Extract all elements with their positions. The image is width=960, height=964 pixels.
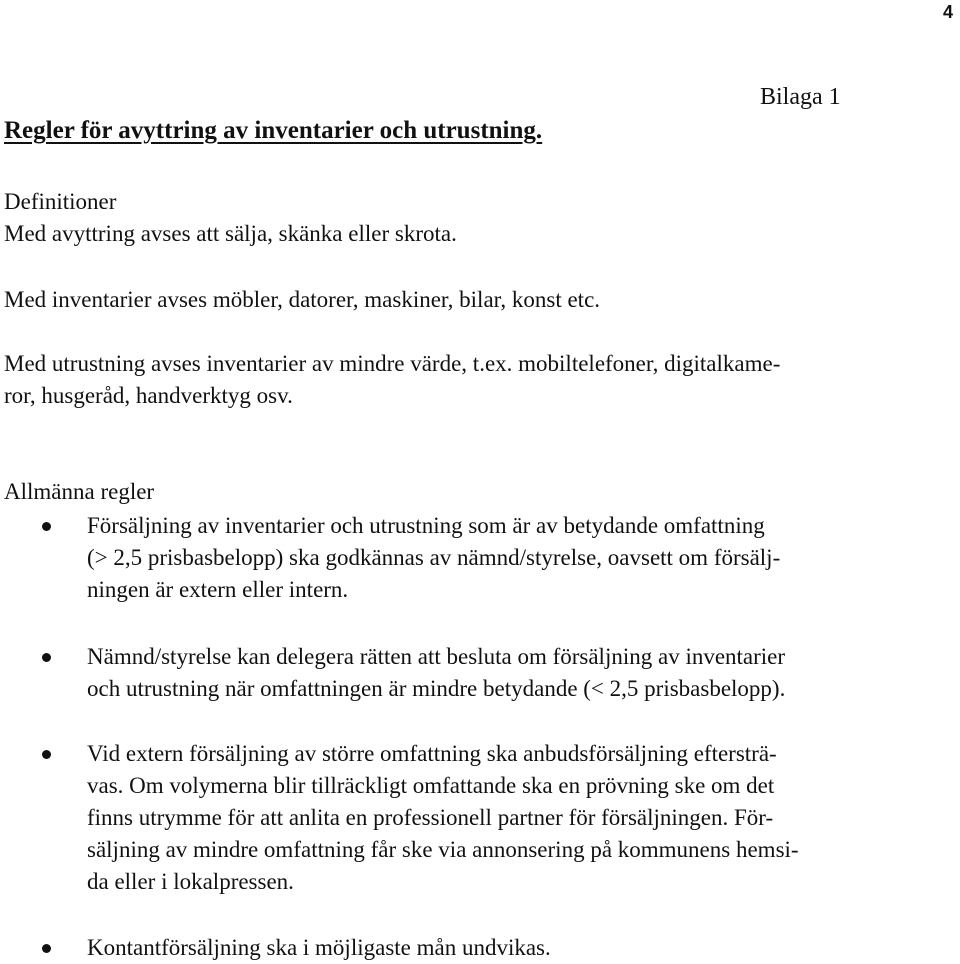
page-number: 4 <box>942 2 953 22</box>
rule-text <box>87 510 947 606</box>
rule-line: vas. Om volymerna blir tillräckligt omfattande ska en prövning ske om det <box>87 773 775 798</box>
rule-text <box>87 932 947 964</box>
rule-line: Försäljning av inventarier och utrustning som är av betydande omfattning <box>87 513 765 538</box>
general-rules-heading-text: Allmänna regler <box>4 479 155 504</box>
rule-line: finns utrymme för att anlita en professionell partner för försäljningen. För- <box>87 805 774 830</box>
rule-line: och utrustning när omfattningen är mindre betydande (< 2,5 prisbasbelopp). <box>87 676 786 701</box>
definition-equipment <box>4 348 944 412</box>
bullet-icon <box>42 944 51 953</box>
rule-line: ningen är extern eller intern. <box>87 577 349 602</box>
definition-equipment-line: Med utrustning avses inventarier av mindre värde, t.ex. mobiltelefoner, digitalkame- <box>4 351 781 376</box>
definition-inventory <box>4 284 944 316</box>
bullet-icon <box>42 522 51 531</box>
definitions-heading: Definitioner <box>4 189 117 214</box>
rule-line: Kontantförsäljning ska i möjligaste mån undvikas. <box>87 935 551 960</box>
bullet-icon <box>42 750 51 759</box>
rule-line: säljning av mindre omfattning får ske via annonsering på kommunens hemsi- <box>87 837 799 862</box>
rule-text <box>87 641 947 705</box>
rule-line: Vid extern försäljning av större omfattning ska anbudsförsäljning eftersträ- <box>87 741 777 766</box>
attachment-label: Bilaga 1 <box>760 84 841 110</box>
document-title: Regler för avyttring av inventarier och utrustning. <box>4 117 543 144</box>
rule-line: da eller i lokalpressen. <box>87 869 294 894</box>
definition-disposal: Med avyttring avses att sälja, skänka eller skrota. <box>4 221 457 246</box>
definition-inventory-text: Med inventarier avses möbler, datorer, maskiner, bilar, konst etc. <box>4 287 601 312</box>
definitions-section <box>4 186 944 250</box>
definition-equipment-line: ror, husgeråd, handverktyg osv. <box>4 383 293 408</box>
rule-line: (> 2,5 prisbasbelopp) ska godkännas av nämnd/styrelse, oavsett om försälj- <box>87 545 781 570</box>
rule-text <box>87 738 947 898</box>
general-rules-heading <box>4 476 944 508</box>
rule-line: Nämnd/styrelse kan delegera rätten att besluta om försäljning av inventarier <box>87 644 786 669</box>
bullet-icon <box>42 653 51 662</box>
